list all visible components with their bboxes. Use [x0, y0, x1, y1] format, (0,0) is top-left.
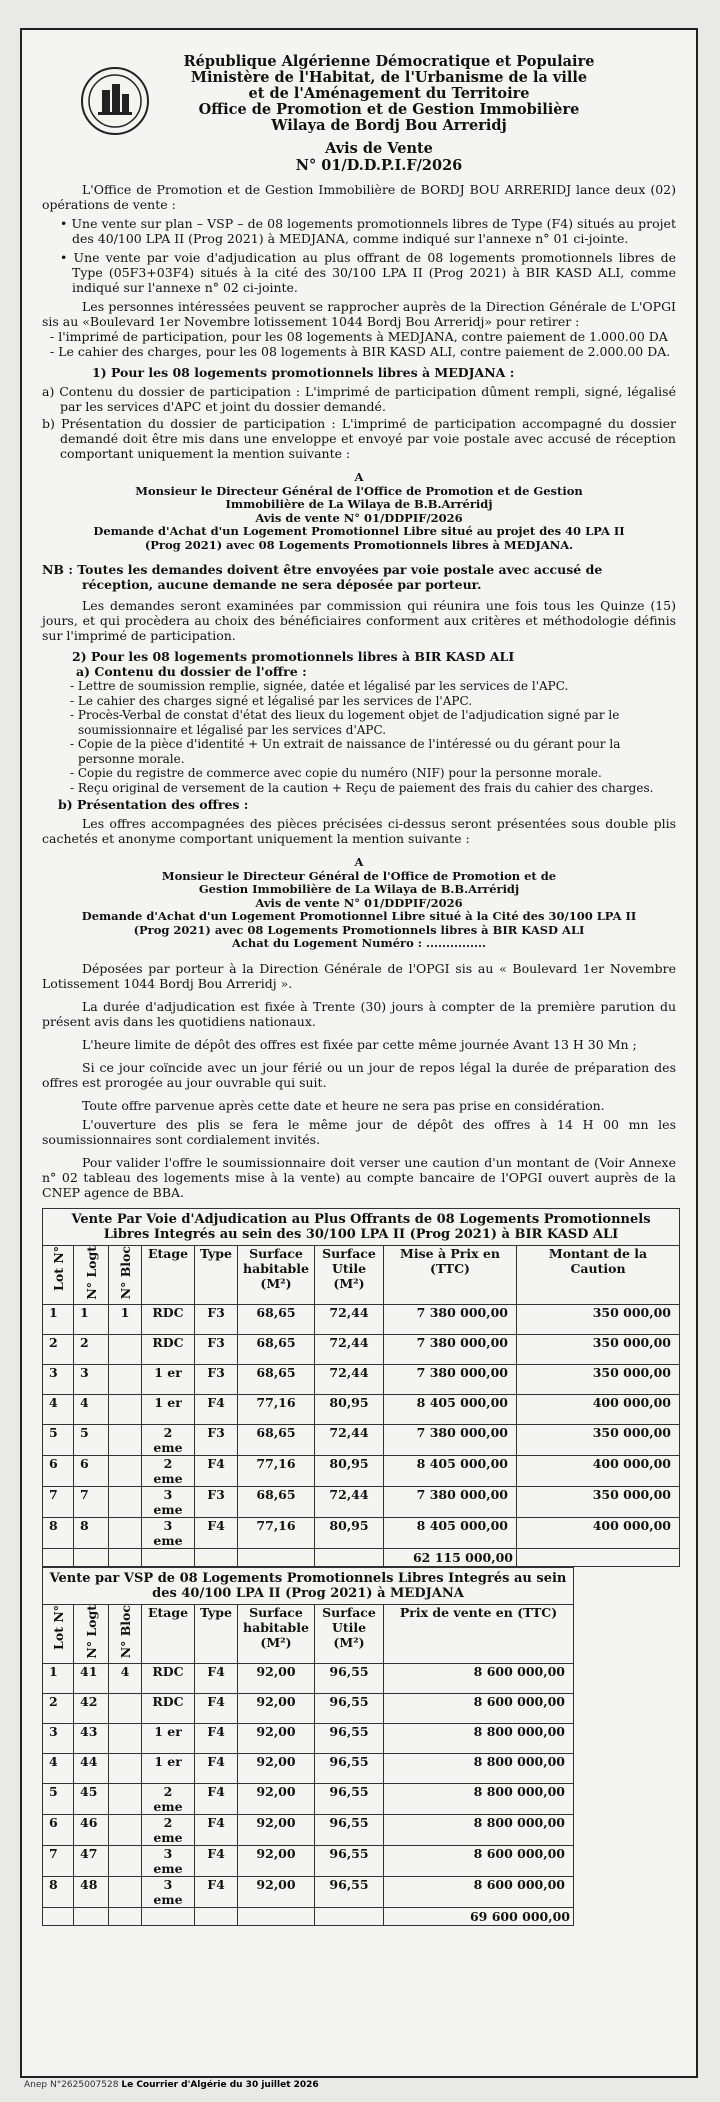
table-cell: 8 405 000,00	[384, 1455, 517, 1486]
table-cell: 68,65	[238, 1304, 315, 1334]
column-header: Type	[195, 1604, 238, 1663]
table-cell: 7 380 000,00	[384, 1304, 517, 1334]
table-cell: 6	[74, 1455, 109, 1486]
table-cell	[109, 1814, 142, 1845]
table-row	[43, 1334, 680, 1364]
table-cell: 80,95	[315, 1455, 384, 1486]
table-cell	[109, 1486, 142, 1517]
column-header: Mise à Prix en (TTC)	[384, 1245, 517, 1304]
column-header: Etage	[142, 1604, 195, 1663]
mention-block-2	[42, 856, 676, 951]
table-cell: 4	[109, 1663, 142, 1693]
section-1b: b) Présentation du dossier de participation : L'imprimé de participation accompagné du dossier demandé doit être mis dans une enveloppe et envoyé par voie postale avec accusé de réception comportant uniquement la mention suivante :	[42, 416, 676, 461]
table-cell: 1	[74, 1304, 109, 1334]
table-cell	[109, 1723, 142, 1753]
table-cell: 350 000,00	[517, 1486, 680, 1517]
table-row	[43, 1517, 680, 1548]
column-header: Prix de vente en (TTC)	[384, 1604, 574, 1663]
table-cell: 96,55	[315, 1693, 384, 1723]
table-cell: 92,00	[238, 1723, 315, 1753]
etage-cell: 3 eme	[142, 1876, 195, 1907]
table-cell: 5	[43, 1783, 74, 1814]
table-cell: 8	[74, 1517, 109, 1548]
column-header: Montant de la Caution	[517, 1245, 680, 1304]
table-cell: 8 600 000,00	[384, 1845, 574, 1876]
table-cell: 7	[43, 1486, 74, 1517]
table-bir-kasd-ali	[42, 1208, 680, 1567]
footer	[24, 2080, 319, 2090]
mention-line: Monsieur le Directeur Général de l'Office de Promotion et de Gestion	[135, 483, 583, 498]
table-cell: 47	[74, 1845, 109, 1876]
etage-cell: 1 er	[142, 1723, 195, 1753]
table-cell: 42	[74, 1693, 109, 1723]
section-1-title: 1) Pour les 08 logements promotionnels libres à MEDJANA :	[92, 365, 515, 380]
table-total: 69 600 000,00	[384, 1907, 574, 1925]
table-cell: 6	[43, 1455, 74, 1486]
mention-line: A	[354, 470, 364, 484]
table-total-row	[43, 1907, 574, 1925]
table-cell: F4	[195, 1663, 238, 1693]
table-cell: 4	[43, 1394, 74, 1424]
caution-text: Pour valider l'offre le soumissionnaire doit verser une caution d'un montant de (Voir Annexe n° 02 tableau des logements mise à la vente) au compte bancaire de l'OPGI ouvert auprès de la CNEP agence de BBA.	[42, 1154, 676, 1200]
retrait-item: - l'imprimé de participation, pour les 08 logements à MEDJANA, contre paiement de 1.000.00 DA	[50, 329, 668, 344]
table-cell: 350 000,00	[517, 1304, 680, 1334]
etage-cell: RDC	[142, 1693, 195, 1723]
table-cell: F3	[195, 1304, 238, 1334]
table-row	[43, 1424, 680, 1455]
dossier-list	[70, 679, 676, 795]
table-cell: 46	[74, 1814, 109, 1845]
section-2b-title: b) Présentation des offres :	[58, 797, 249, 812]
table-cell: 8	[43, 1517, 74, 1548]
table-cell: F4	[195, 1845, 238, 1876]
retrait-item: - Le cahier des charges, pour les 08 logements à BIR KASD ALI, contre paiement de 2.000.00 DA.	[50, 344, 671, 359]
column-header: Surface habitable (M²)	[238, 1245, 315, 1304]
table-cell: 96,55	[315, 1723, 384, 1753]
column-header: N° Logt	[83, 1604, 99, 1659]
table-cell: 1	[109, 1304, 142, 1334]
mention-line: A	[354, 855, 364, 869]
table-cell: 43	[74, 1723, 109, 1753]
table-row	[43, 1753, 574, 1783]
table-cell: 8 405 000,00	[384, 1517, 517, 1548]
table-cell	[109, 1783, 142, 1814]
mention-line: Immobilière de La Wilaya de B.B.Arréridj	[225, 497, 493, 511]
table-cell	[109, 1845, 142, 1876]
etage-cell: RDC	[142, 1304, 195, 1334]
mention-line: (Prog 2021) avec 08 Logements Promotionnels libres à BIR KASD ALI	[133, 922, 585, 937]
table-cell: 7 380 000,00	[384, 1424, 517, 1455]
footer-source: Le Courrier d'Algérie du 30 juillet 2026	[121, 2080, 319, 2090]
table-cell: 7 380 000,00	[384, 1364, 517, 1394]
table-cell: 350 000,00	[517, 1334, 680, 1364]
list-item: - Copie de la pièce d'identité + Un extrait de naissance de l'intéressé ou du gérant pour la personne morale.	[70, 737, 621, 766]
table-cell: 77,16	[238, 1455, 315, 1486]
table-cell: 2	[43, 1334, 74, 1364]
table-cell: F4	[195, 1814, 238, 1845]
table-cell: 8 600 000,00	[384, 1663, 574, 1693]
table-cell: 96,55	[315, 1845, 384, 1876]
mention-line: Demande d'Achat d'un Logement Promotionnel Libre situé à la Cité des 30/100 LPA II	[81, 909, 637, 923]
column-header: Surface Utile (M²)	[315, 1604, 384, 1663]
mention-line: Avis de vente N° 01/DDPIF/2026	[255, 895, 463, 910]
table-cell	[109, 1693, 142, 1723]
table-title: Vente par VSP de 08 Logements Promotionnels Libres Integrés au sein des 40/100 LPA II (Prog 2021) à MEDJANA	[43, 1567, 574, 1604]
tardive-text: Toute offre parvenue après cette date et heure ne sera pas prise en considération.	[82, 1097, 605, 1113]
ouverture-text: L'ouverture des plis se fera le même jour de dépôt des offres à 14 H 00 mn les soumissionnaires sont cordialement invités.	[42, 1116, 676, 1147]
table-cell: 8 600 000,00	[384, 1876, 574, 1907]
table-cell: 7 380 000,00	[384, 1334, 517, 1364]
table-cell: 5	[74, 1424, 109, 1455]
list-item: - Procès-Verbal de constat d'état des lieux du logement objet de l'adjudication signé par le soumissionnaire et légalisé par les services d'APC.	[70, 708, 620, 737]
header	[42, 40, 676, 152]
table-row	[43, 1845, 574, 1876]
table-cell: 2	[43, 1693, 74, 1723]
list-item: - Lettre de soumission remplie, signée, datée et légalisé par les services de l'APC.	[70, 679, 569, 693]
table-cell: 3	[74, 1364, 109, 1394]
etage-cell: 1 er	[142, 1753, 195, 1783]
nb-note: NB : Toutes les demandes doivent être envoyées par voie postale avec accusé de réception, aucune demande ne sera déposée par porteur.	[42, 562, 603, 592]
table-cell: 8 800 000,00	[384, 1723, 574, 1753]
table-header-row	[43, 1245, 680, 1304]
table-cell: F4	[195, 1394, 238, 1424]
table-cell: F4	[195, 1876, 238, 1907]
header-line: Office de Promotion et de Gestion Immobilière	[198, 101, 580, 118]
table-cell: 8 405 000,00	[384, 1394, 517, 1424]
table-cell: 77,16	[238, 1394, 315, 1424]
mention-line: (Prog 2021) avec 08 Logements Promotionnels libres à MEDJANA.	[144, 537, 574, 552]
table-row	[43, 1394, 680, 1424]
ferie-text: Si ce jour coïncide avec un jour férié ou un jour de repos légal la durée de préparation des offres est prorogée au jour ouvrable qui suit.	[42, 1059, 676, 1090]
etage-cell: 2 eme	[142, 1783, 195, 1814]
table-cell: 96,55	[315, 1876, 384, 1907]
section-2b-text: Les offres accompagnées des pièces précisées ci-dessus seront présentées sous double plis cachetés et anonyme comportant uniquement la mention suivante :	[42, 816, 676, 846]
table-cell: 72,44	[315, 1424, 384, 1455]
table-cell: 8	[43, 1876, 74, 1907]
table-cell: 96,55	[315, 1753, 384, 1783]
table-cell: 92,00	[238, 1876, 315, 1907]
table-row	[43, 1663, 574, 1693]
mention-line: Gestion Immobilière de La Wilaya de B.B.Arréridj	[198, 882, 520, 896]
footer-ref: Anep N°2625007528	[24, 2080, 119, 2090]
header-line: République Algérienne Démocratique et Populaire	[183, 53, 595, 70]
bullet-item: • Une vente sur plan – VSP – de 08 logements promotionnels libres de Type (F4) situés au projet des 40/100 LPA II (Prog 2021) à MEDJANA, comme indiqué sur l'annexe n° 01 ci-jointe.	[60, 216, 676, 246]
table-header-row	[43, 1604, 574, 1663]
table-medjana	[42, 1567, 574, 1926]
column-header: Etage	[142, 1245, 195, 1304]
table-cell: 72,44	[315, 1334, 384, 1364]
column-header: N° Bloc	[117, 1245, 133, 1299]
table-cell: 2	[74, 1334, 109, 1364]
table-cell	[109, 1364, 142, 1394]
table-cell: 92,00	[238, 1783, 315, 1814]
table-cell: 92,00	[238, 1693, 315, 1723]
etage-cell: 3 eme	[142, 1486, 195, 1517]
mention-line: Demande d'Achat d'un Logement Promotionnel Libre situé au projet des 40 LPA II	[93, 524, 625, 538]
table-cell: 72,44	[315, 1304, 384, 1334]
table-cell: 45	[74, 1783, 109, 1814]
avis-number: N° 01/D.D.P.I.F/2026	[295, 157, 463, 174]
table-cell: F3	[195, 1364, 238, 1394]
table-cell: 72,44	[315, 1364, 384, 1394]
table-cell: 8 800 000,00	[384, 1814, 574, 1845]
etage-cell: RDC	[142, 1663, 195, 1693]
table-cell: 68,65	[238, 1424, 315, 1455]
mention-line: Monsieur le Directeur Général de l'Office de Promotion et de	[161, 868, 557, 883]
table-cell: 96,55	[315, 1783, 384, 1814]
table-cell: 4	[43, 1753, 74, 1783]
table-row	[43, 1876, 574, 1907]
etage-cell: 3 eme	[142, 1517, 195, 1548]
announcement-frame	[20, 28, 698, 2078]
table-cell: 41	[74, 1663, 109, 1693]
etage-cell: 2 eme	[142, 1814, 195, 1845]
table-cell: 80,95	[315, 1517, 384, 1548]
commission-text: Les demandes seront examinées par commission qui réunira une fois tous les Quinze (15) jours, et qui procèdera au choix des bénéficiaires conforment aux critères et méthodologie définis sur l'imprimé de participation.	[42, 598, 676, 643]
header-line: Wilaya de Bordj Bou Arreridj	[271, 117, 507, 134]
table-cell: 72,44	[315, 1486, 384, 1517]
table-cell: 5	[43, 1424, 74, 1455]
list-item: - Copie du registre de commerce avec copie du numéro (NIF) pour la personne morale.	[70, 766, 602, 780]
column-header: Lot N°	[50, 1604, 66, 1650]
section-2-title: 2) Pour les 08 logements promotionnels libres à BIR KASD ALI	[72, 649, 515, 664]
retrait-text: Les personnes intéressées peuvent se rapprocher auprès de la Direction Générale de L'OPGI sis au «Boulevard 1er Novembre lotissement 1044 Bordj Bou Arreridj» pour retirer :	[42, 299, 676, 329]
table-cell: 92,00	[238, 1663, 315, 1693]
column-header: Surface Utile (M²)	[315, 1245, 384, 1304]
header-line: et de l'Aménagement du Territoire	[248, 85, 530, 102]
table-total-row	[43, 1548, 680, 1566]
table-cell	[109, 1334, 142, 1364]
table-cell: F4	[195, 1455, 238, 1486]
table-cell: 8 800 000,00	[384, 1783, 574, 1814]
etage-cell: RDC	[142, 1334, 195, 1364]
table-cell: 8 600 000,00	[384, 1693, 574, 1723]
mention-line: Achat du Logement Numéro : ...............	[231, 936, 487, 950]
table-cell: 7 380 000,00	[384, 1486, 517, 1517]
table-row	[43, 1455, 680, 1486]
column-header: N° Bloc	[117, 1604, 133, 1658]
etage-cell: 1 er	[142, 1394, 195, 1424]
table-cell: 68,65	[238, 1364, 315, 1394]
column-header: Surface habitable (M²)	[238, 1604, 315, 1663]
column-header: Lot N°	[50, 1245, 66, 1291]
duree-text: La durée d'adjudication est fixée à Trente (30) jours à compter de la première parution du présent avis dans les quotidiens nationaux.	[42, 998, 676, 1029]
table-title: Vente Par Voie d'Adjudication au Plus Offrants de 08 Logements Promotionnels Libres Integrés au sein des 30/100 LPA II (Prog 2021) à BIR KASD ALI	[43, 1208, 680, 1245]
bullet-item: • Une vente par voie d'adjudication au plus offrant de 08 logements promotionnels libres de Type (05F3+03F4) situés à la cité des 30/100 LPA II (Prog 2021) à BIR KASD ALI, comme indiqué sur l'annexe n° 02 ci-jointe.	[60, 250, 676, 295]
table-cell	[109, 1424, 142, 1455]
table-cell: F3	[195, 1334, 238, 1364]
table-row	[43, 1304, 680, 1334]
mention-line: Avis de vente N° 01/DDPIF/2026	[255, 510, 463, 525]
table-cell: 3	[43, 1364, 74, 1394]
table-cell	[109, 1517, 142, 1548]
table-cell: 96,55	[315, 1663, 384, 1693]
table-cell: 6	[43, 1814, 74, 1845]
section-2a-title: a) Contenu du dossier de l'offre :	[76, 664, 307, 679]
table-cell: 400 000,00	[517, 1394, 680, 1424]
table-cell: 68,65	[238, 1486, 315, 1517]
table-cell: 92,00	[238, 1814, 315, 1845]
table-cell: F4	[195, 1723, 238, 1753]
table-cell: 68,65	[238, 1334, 315, 1364]
header-line: Ministère de l'Habitat, de l'Urbanisme de la ville	[190, 69, 588, 86]
table-cell: 7	[43, 1845, 74, 1876]
table-cell: 3	[43, 1723, 74, 1753]
table-cell: 1	[43, 1663, 74, 1693]
table-cell: F4	[195, 1783, 238, 1814]
table-cell: 48	[74, 1876, 109, 1907]
avis-title: Avis de Vente	[325, 140, 433, 157]
table-cell: 400 000,00	[517, 1455, 680, 1486]
section-1a: a) Contenu du dossier de participation : L'imprimé de participation dûment rempli, signé, légalisé par les services d'APC et joint du dossier demandé.	[42, 384, 676, 414]
table-cell: 1	[43, 1304, 74, 1334]
table-row	[43, 1364, 680, 1394]
table-cell	[109, 1753, 142, 1783]
etage-cell: 2 eme	[142, 1455, 195, 1486]
table-cell: 4	[74, 1394, 109, 1424]
heure-text: L'heure limite de dépôt des offres est fixée par cette même journée Avant 13 H 30 Mn ;	[82, 1036, 637, 1052]
table-cell: F4	[195, 1517, 238, 1548]
list-item: - Le cahier des charges signé et légalisé par les services de l'APC.	[70, 693, 473, 708]
table-total: 62 115 000,00	[384, 1548, 517, 1566]
table-cell: F3	[195, 1486, 238, 1517]
opgi-logo-icon	[80, 66, 150, 136]
depot-text: Déposées par porteur à la Direction Générale de l'OPGI sis au « Boulevard 1er Novembre Lotissement 1044 Bordj Bou Arreridj ».	[42, 960, 676, 991]
etage-cell: 3 eme	[142, 1845, 195, 1876]
table-row	[43, 1693, 574, 1723]
etage-cell: 1 er	[142, 1364, 195, 1394]
column-header: N° Logt	[83, 1245, 99, 1300]
table-row	[43, 1814, 574, 1845]
table-cell: F4	[195, 1693, 238, 1723]
table-cell: 350 000,00	[517, 1364, 680, 1394]
table-row	[43, 1783, 574, 1814]
table-cell: 350 000,00	[517, 1424, 680, 1455]
etage-cell: 2 eme	[142, 1424, 195, 1455]
list-item: - Reçu original de versement de la caution + Reçu de paiement des frais du cahier des charges.	[70, 780, 654, 795]
table-row	[43, 1723, 574, 1753]
table-cell: F4	[195, 1753, 238, 1783]
table-cell: 80,95	[315, 1394, 384, 1424]
table-cell: 8 800 000,00	[384, 1753, 574, 1783]
table-cell: 92,00	[238, 1753, 315, 1783]
table-cell: 44	[74, 1753, 109, 1783]
mention-block-1	[42, 471, 676, 552]
table-cell: 96,55	[315, 1814, 384, 1845]
table-cell	[109, 1394, 142, 1424]
column-header: Type	[195, 1245, 238, 1304]
table-cell: 92,00	[238, 1845, 315, 1876]
table-cell: F3	[195, 1424, 238, 1455]
table-cell: 7	[74, 1486, 109, 1517]
table-cell: 400 000,00	[517, 1517, 680, 1548]
table-cell	[109, 1455, 142, 1486]
table-cell: 77,16	[238, 1517, 315, 1548]
intro-text: L'Office de Promotion et de Gestion Immobilière de BORDJ BOU ARRERIDJ lance deux (02) opérations de vente :	[42, 182, 676, 212]
table-cell	[109, 1876, 142, 1907]
table-row	[43, 1486, 680, 1517]
